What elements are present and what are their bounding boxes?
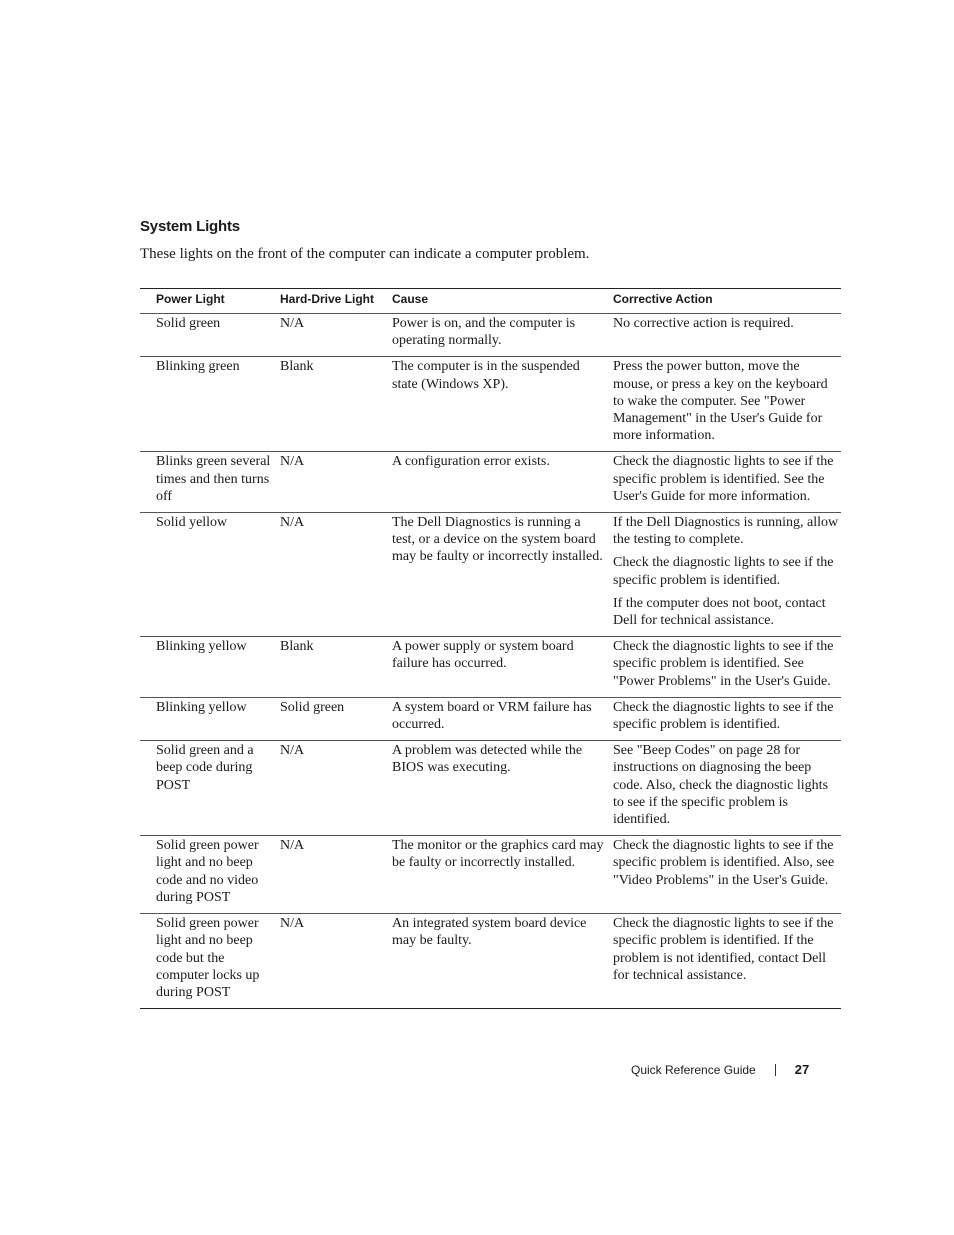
table-row — [140, 451, 841, 512]
cause-cell: The Dell Diagnostics is running a test, or a device on the system board may be faulty or incorrectly installed. — [392, 515, 603, 565]
power-light-cell: Solid yellow — [156, 515, 228, 531]
table-row — [140, 697, 841, 740]
hard-drive-light-cell: N/A — [280, 743, 305, 759]
action-paragraph: Check the diagnostic lights to see if the specific problem is identified. Also, see "Video Problems" in the User's Guide. — [613, 838, 835, 888]
hard-drive-light-cell: Blank — [280, 359, 314, 375]
action-paragraph: Check the diagnostic lights to see if the specific problem is identified. — [613, 699, 834, 733]
table-row — [140, 913, 841, 1008]
action-paragraph: If the computer does not boot, contact Dell for technical assistance. — [613, 595, 826, 629]
table-row — [140, 636, 841, 697]
power-light-cell: Blinking yellow — [156, 639, 247, 655]
header-cause: Cause — [392, 292, 429, 306]
action-paragraph: Check the diagnostic lights to see if the specific problem is identified. If the problem is not identified, contact Dell for technical assistance. — [613, 916, 834, 983]
corrective-action-cell — [613, 914, 841, 1008]
table-row — [140, 740, 841, 835]
cause-cell: An integrated system board device may be faulty. — [392, 916, 587, 949]
corrective-action-cell — [613, 314, 841, 356]
power-light-cell: Blinks green several times and then turns off — [156, 454, 271, 504]
corrective-action-cell — [613, 357, 841, 451]
section-intro: These lights on the front of the computer can indicate a computer problem. — [140, 246, 590, 262]
cause-cell: The monitor or the graphics card may be faulty or incorrectly installed. — [392, 838, 604, 871]
action-paragraph: See "Beep Codes" on page 28 for instructions on diagnosing the beep code. Also, check the diagnostic lights to see if the specific problem is identified. — [613, 743, 829, 828]
header-power-light: Power Light — [156, 292, 225, 306]
power-light-cell: Solid green — [156, 316, 221, 331]
hard-drive-light-cell: Blank — [280, 639, 314, 655]
hard-drive-light-cell: N/A — [280, 316, 305, 331]
hard-drive-light-cell: N/A — [280, 515, 305, 531]
table-row — [140, 512, 841, 636]
page-footer — [631, 1062, 809, 1077]
hard-drive-light-cell: N/A — [280, 838, 305, 854]
table-row — [140, 313, 841, 356]
action-paragraph: Check the diagnostic lights to see if the specific problem is identified. See "Power Problems" in the User's Guide. — [613, 639, 834, 689]
action-paragraph: If the Dell Diagnostics is running, allow the testing to complete. — [613, 515, 839, 548]
power-light-cell: Blinking yellow — [156, 699, 247, 715]
section-title: System Lights — [140, 218, 240, 235]
corrective-action-cell — [613, 698, 841, 740]
action-paragraph: No corrective action is required. — [613, 316, 794, 331]
page-number: 27 — [794, 1062, 810, 1077]
action-paragraph: Check the diagnostic lights to see if the specific problem is identified. — [613, 555, 834, 588]
table-row — [140, 356, 841, 451]
system-lights-table — [140, 288, 841, 1009]
header-corrective-action: Corrective Action — [613, 292, 713, 306]
corrective-action-cell — [613, 452, 841, 512]
power-light-cell: Solid green and a beep code during POST — [156, 743, 254, 793]
header-hard-drive-light: Hard-Drive Light — [280, 292, 375, 306]
cause-cell: A problem was detected while the BIOS was executing. — [392, 743, 583, 776]
table-header-row — [140, 289, 841, 313]
corrective-action-cell — [613, 836, 841, 913]
action-paragraph: Press the power button, move the mouse, or press a key on the keyboard to wake the computer. See "Power Management" in the User's Guide for more information. — [613, 359, 828, 444]
hard-drive-light-cell: Solid green — [280, 699, 345, 715]
cause-cell: A power supply or system board failure has occurred. — [392, 639, 574, 672]
hard-drive-light-cell: N/A — [280, 454, 305, 470]
corrective-action-cell — [613, 637, 841, 697]
table-row — [140, 835, 841, 913]
cause-cell: The computer is in the suspended state (Windows XP). — [392, 359, 580, 392]
cause-cell: Power is on, and the computer is operating normally. — [392, 316, 576, 349]
cause-cell: A system board or VRM failure has occurred. — [392, 699, 592, 733]
footer-divider — [775, 1064, 776, 1076]
power-light-cell: Blinking green — [156, 359, 240, 375]
hard-drive-light-cell: N/A — [280, 916, 305, 932]
corrective-action-cell — [613, 741, 841, 835]
guide-title: Quick Reference Guide — [631, 1062, 756, 1077]
power-light-cell: Solid green power light and no beep code and no video during POST — [156, 838, 259, 905]
action-paragraph: Check the diagnostic lights to see if the specific problem is identified. See the User's Guide for more information. — [613, 454, 834, 504]
corrective-action-cell — [613, 513, 841, 636]
cause-cell: A configuration error exists. — [392, 454, 550, 470]
power-light-cell: Solid green power light and no beep code but the computer locks up during POST — [156, 916, 260, 1000]
